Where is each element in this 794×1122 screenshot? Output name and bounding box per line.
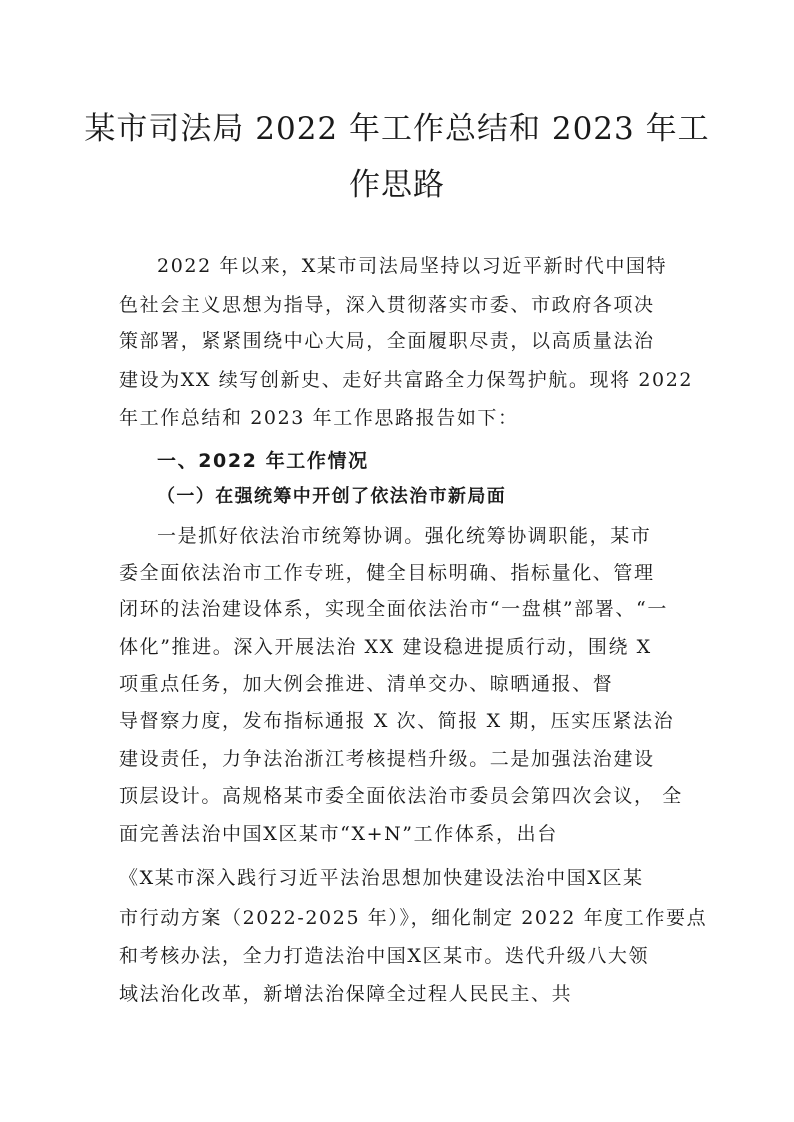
paragraph-line: 委全面依法治市工作专班，健全目标明确、指标量化、管理 bbox=[119, 562, 655, 584]
document-title-line-2: 作思路 bbox=[349, 167, 445, 203]
document-title-line-1: 某市司法局 2022 年工作总结和 2023 年工 bbox=[84, 111, 710, 147]
section-heading: 一、2022 年工作情况 bbox=[157, 450, 369, 472]
paragraph-line: 闭环的法治建设体系，实现全面依法治市“一盘棋”部署、“一 bbox=[119, 598, 668, 620]
paragraph-line: 体化”推进。深入开展法治 XX 建设稳进提质行动，围绕 X bbox=[119, 636, 652, 658]
paragraph-line: 策部署，紧紧围绕中心大局，全面履职尽责，以高质量法治 bbox=[119, 330, 655, 352]
paragraph-line: 项重点任务，加大例会推进、清单交办、晾晒通报、督 bbox=[119, 673, 614, 695]
paragraph-line: 面完善法治中国X区某市“X+N”工作体系，出台 bbox=[119, 823, 558, 845]
paragraph-line: 建设为XX 续写创新史、走好共富路全力保驾护航。现将 2022 bbox=[119, 369, 694, 391]
paragraph-line: 2022 年以来，X某市司法局坚持以习近平新时代中国特 bbox=[157, 255, 668, 277]
paragraph-line: 一是抓好依法治市统筹协调。强化统筹协调职能，某市 bbox=[157, 525, 652, 547]
paragraph-line: 色社会主义思想为指导，深入贯彻落实市委、市政府各项决 bbox=[119, 294, 655, 316]
paragraph-line: 域法治化改革，新增法治保障全过程人民民主、共 bbox=[119, 983, 573, 1005]
paragraph-line: 和考核办法，全力打造法治中国X区某市。迭代升级八大领 bbox=[119, 945, 650, 967]
paragraph-line: 顶层设计。高规格某市委全面依法治市委员会第四次会议， 全 bbox=[119, 785, 683, 807]
paragraph-line: 建设责任，力争法治浙江考核提档升级。二是加强法治建设 bbox=[119, 748, 655, 770]
paragraph-line: 年工作总结和 2023 年工作思路报告如下： bbox=[119, 407, 519, 429]
paragraph-line: 市行动方案（2022-2025 年）》，细化制定 2022 年度工作要点 bbox=[119, 907, 708, 929]
subsection-heading: （一）在强统筹中开创了依法治市新局面 bbox=[157, 486, 507, 507]
paragraph-line: 《X某市深入践行习近平法治思想加快建设法治中国X区某 bbox=[119, 867, 644, 889]
paragraph-line: 导督察力度，发布指标通报 X 次、简报 X 期，压实压紧法治 bbox=[119, 710, 675, 732]
